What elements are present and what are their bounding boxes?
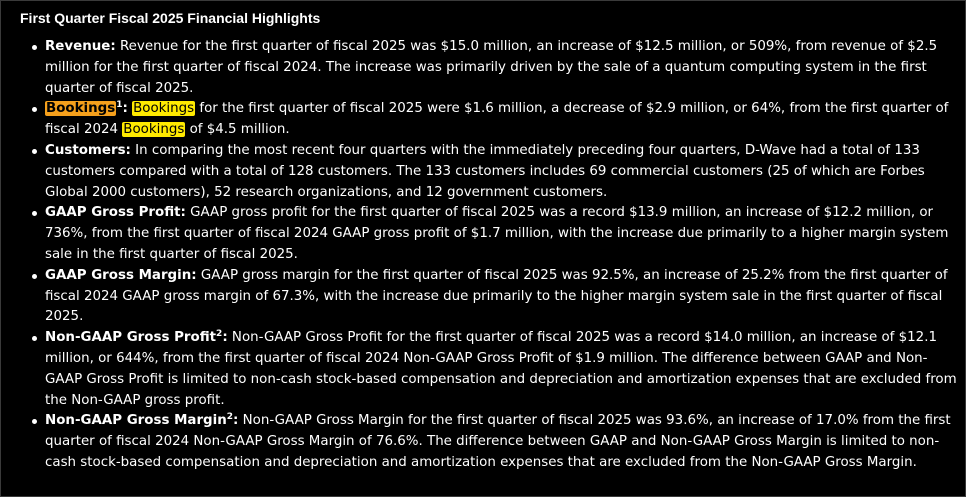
item-label: Revenue:	[45, 39, 116, 54]
list-item-non-gaap-gross-profit	[45, 328, 963, 411]
item-text: for the first quarter of fiscal 2025 were $1.6 million, a decrease of $2.9 million, or 64%, from the first quarter of fiscal 2024	[45, 101, 949, 138]
item-text: GAAP gross margin for the first quarter of fiscal 2025 was 92.5%, an increase of 25.2% from the first quarter of fiscal 2024 GAAP gross margin of 67.3%, with the increase due primarily to the higher margin system sale in the first quarter of fiscal 2025.	[45, 267, 948, 325]
search-highlight-match[interactable]: Bookings	[133, 101, 195, 117]
item-label-text: Non-GAAP Gross Margin	[45, 413, 227, 429]
item-text: In comparing the most recent four quarters with the immediately preceding four quarters, D-Wave had a total of 133 customers compared with a total of 128 customers. The 133 customers includes 69 commercial customers (25 of which are Forbes Global 2000 customers), 52 research organizations, and 12 government customers.	[45, 142, 925, 200]
item-text: Non-GAAP Gross Margin for the first quarter of fiscal 2025 was 93.6%, an increase of 17.0% from the first quarter of fiscal 2024 Non-GAAP Gross Margin of 76.6%. The difference between GAAP and Non-GAAP Gross Margin is limited to non-cash stock-based compensation and depreciation and amortization expenses that are excluded from the Non-GAAP Gross Margin.	[45, 413, 951, 470]
label-colon: :	[122, 101, 128, 117]
footnote-marker: 2	[226, 412, 234, 423]
list-item-non-gaap-gross-margin	[45, 411, 963, 473]
label-colon: :	[233, 413, 239, 429]
item-label	[45, 101, 128, 116]
list-item-bookings	[45, 99, 963, 141]
item-label-text: Non-GAAP Gross Profit	[45, 330, 217, 346]
item-label: GAAP Gross Profit:	[45, 205, 186, 221]
item-label: Customers:	[45, 142, 131, 158]
footnote-marker: 2	[216, 329, 223, 340]
highlights-list	[25, 37, 963, 474]
search-highlight-current[interactable]: Bookings	[46, 101, 116, 117]
label-colon: :	[222, 330, 228, 346]
list-item-customers	[45, 141, 963, 203]
item-label	[45, 330, 228, 345]
list-item-gaap-gross-profit	[45, 203, 963, 265]
item-text: of $4.5 million.	[185, 122, 290, 138]
list-item-gaap-gross-margin	[45, 266, 963, 328]
search-highlight-match[interactable]: Bookings	[123, 122, 185, 138]
item-text: Revenue for the first quarter of fiscal 2025 was $15.0 million, an increase of $12.5 million, or 509%, from revenue of $2.5 million for the first quarter of fiscal 2024. The increase was primarily driven by the sale of a quantum computing system in the first quarter of fiscal 2025.	[45, 39, 938, 96]
item-label: GAAP Gross Margin:	[45, 267, 197, 283]
item-text: Non-GAAP Gross Profit for the first quarter of fiscal 2025 was a record $14.0 million, an increase of $12.1 million, or 644%, from the first quarter of fiscal 2024 Non-GAAP Gross Profit of $1.9 million. The difference between GAAP and Non-GAAP Gross Profit is limited to non-cash stock-based compensation and depreciation and amortization expenses that are excluded from the Non-GAAP gross profit.	[45, 330, 957, 408]
section-title: First Quarter Fiscal 2025 Financial Highlights	[20, 10, 321, 26]
list-item-revenue	[45, 37, 963, 99]
item-text: GAAP gross profit for the first quarter of fiscal 2025 was a record $13.9 million, an increase of $12.2 million, or 736%, from the first quarter of fiscal 2024 GAAP gross profit of $1.7 million, with the increase due primarily to a higher margin system sale in the first quarter of fiscal 2025.	[45, 205, 949, 262]
item-label	[45, 413, 238, 428]
footnote-marker: 1	[116, 100, 123, 111]
